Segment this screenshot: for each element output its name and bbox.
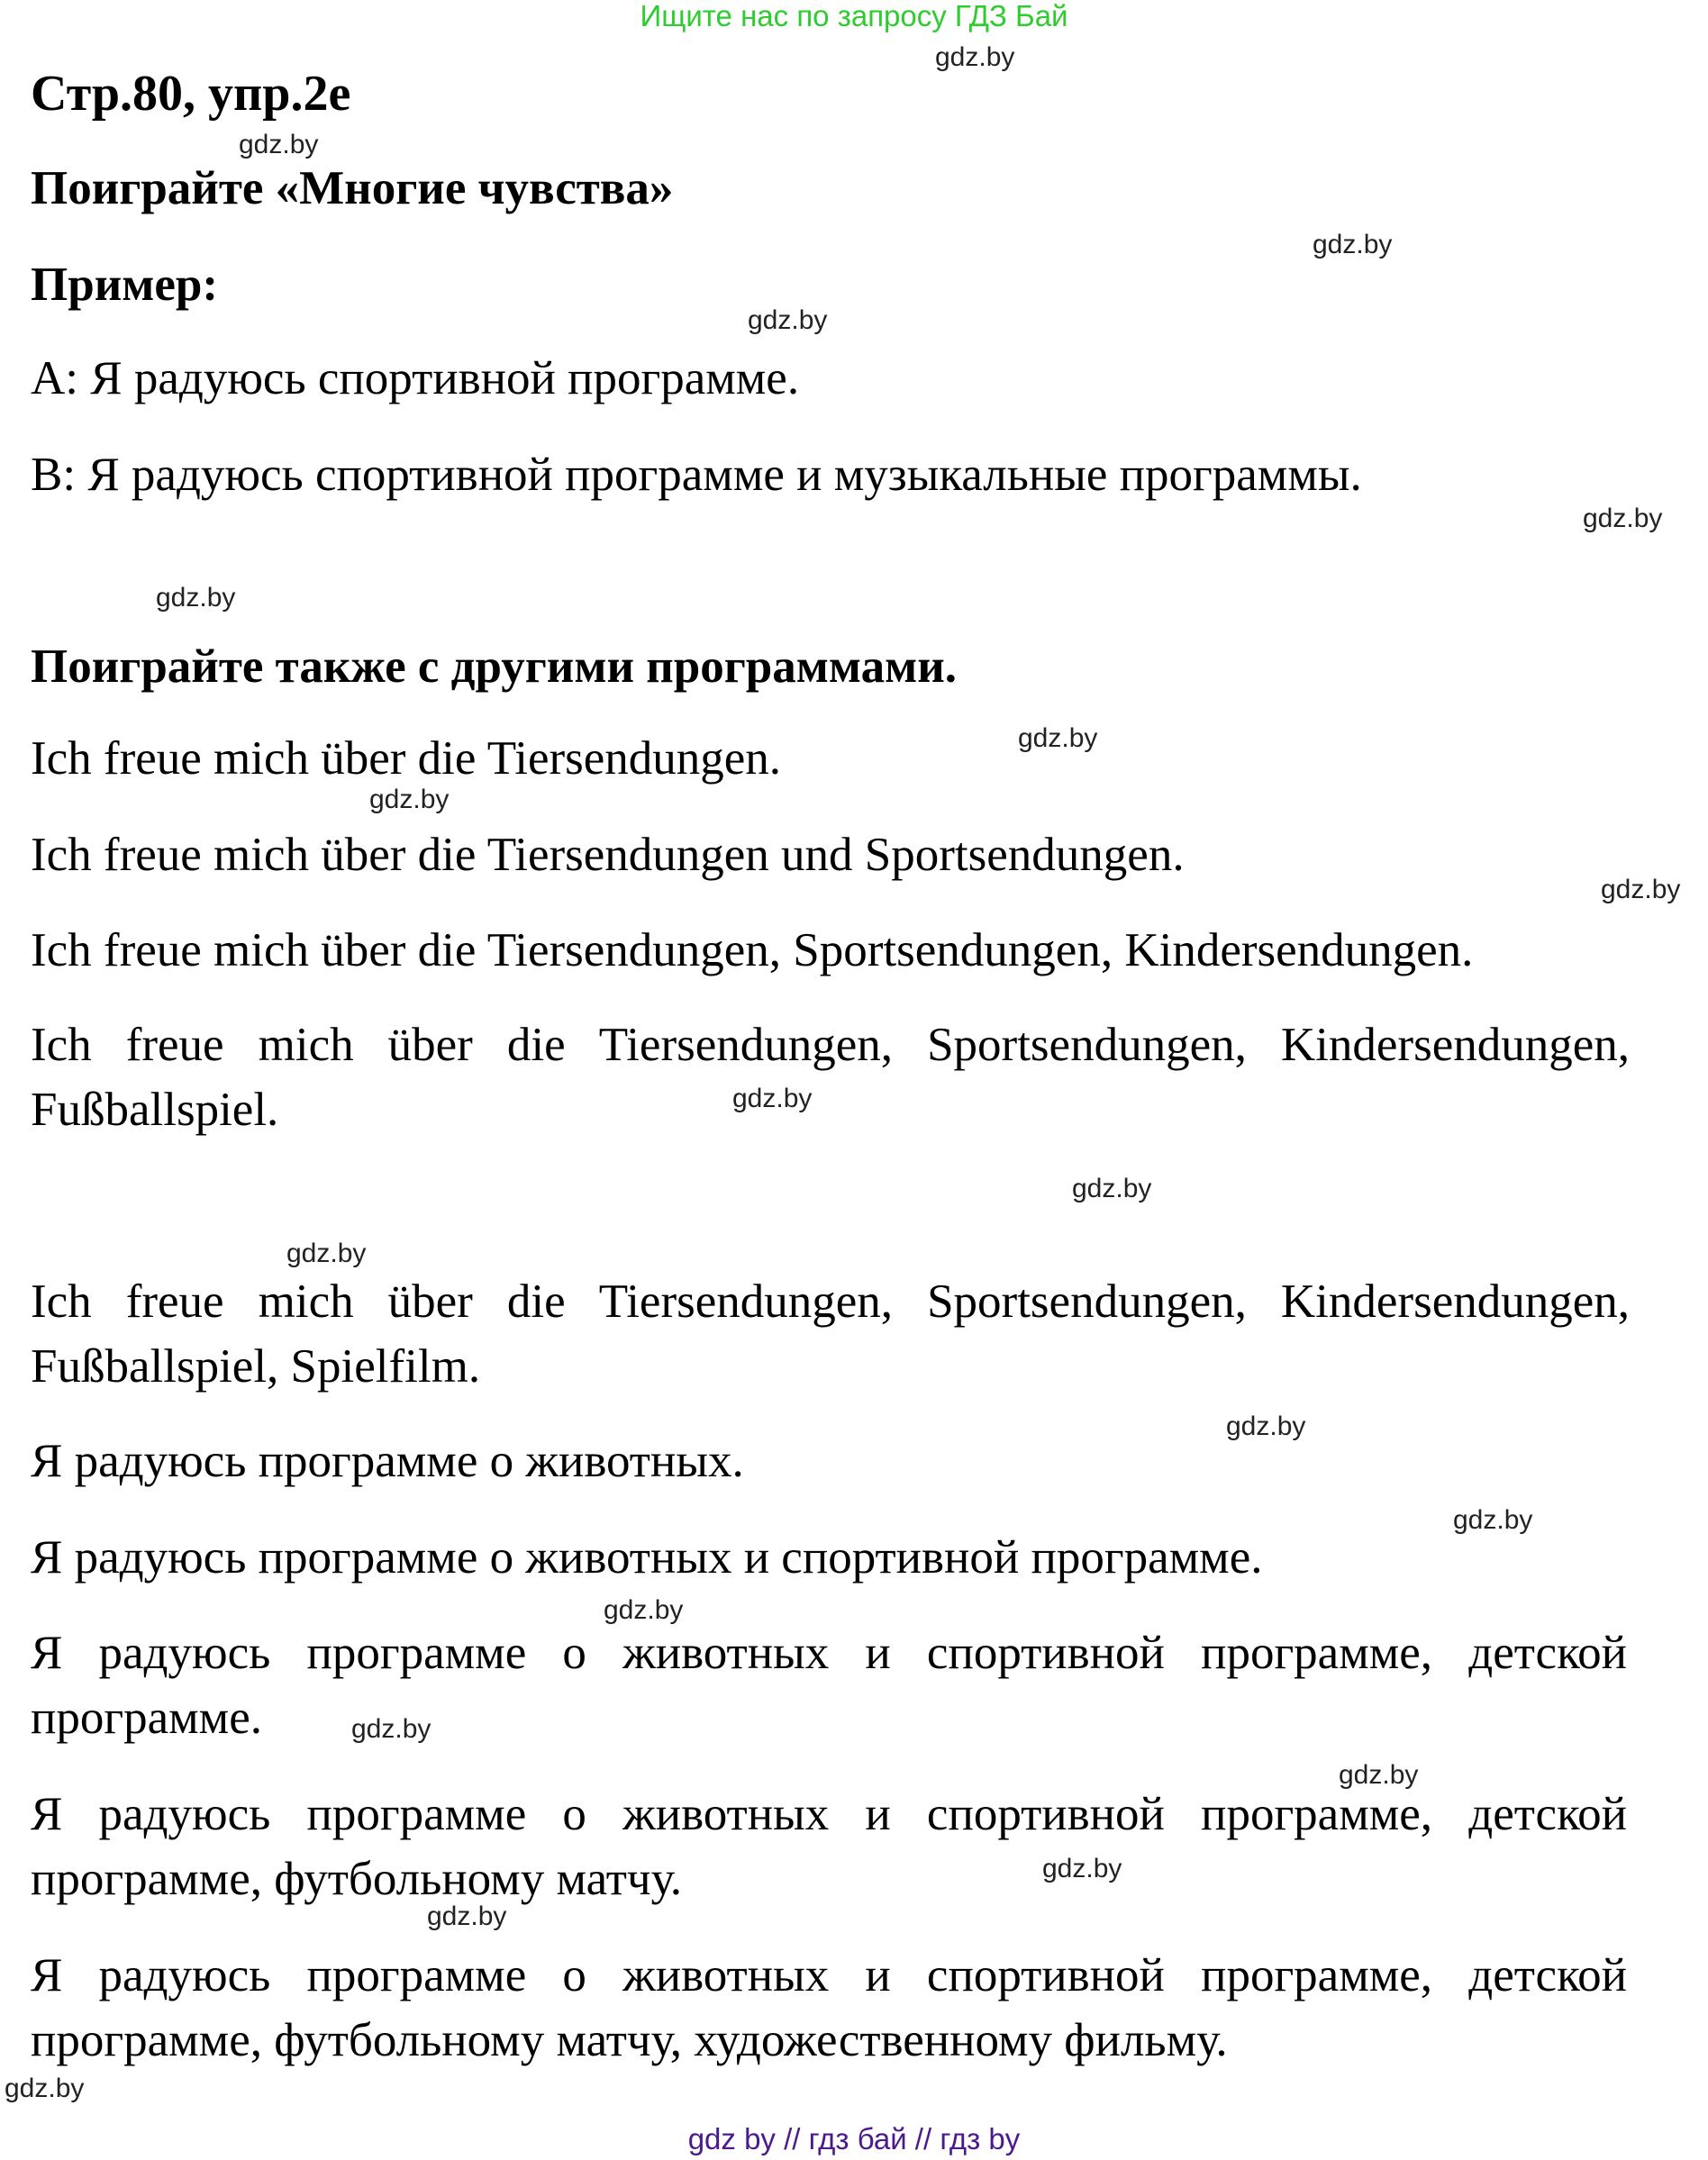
header-banner[interactable]: Ищите нас по запросу ГДЗ Бай [640, 0, 1068, 32]
russian-line-1: Я радуюсь программе о животных. [31, 1435, 744, 1487]
watermark: gdz.by [1601, 875, 1681, 904]
example-line-b: B: Я радуюсь спортивной программе и музыкальные программы. [31, 449, 1362, 501]
watermark: gdz.by [1072, 1174, 1152, 1203]
russian-line-5: Я радуюсь программе о животных и спортивной программе, детской программе, футбольному матчу, художественному фильму. [31, 1949, 1627, 2066]
watermark: gdz.by [427, 1901, 507, 1931]
example-label: Пример: [31, 259, 218, 311]
watermark: gdz.by [1453, 1505, 1533, 1535]
german-line-1: Ich freue mich über die Tiersendungen. [31, 732, 782, 785]
watermark: gdz.by [604, 1595, 684, 1625]
watermark: gdz.by [369, 785, 450, 814]
watermark: gdz.by [1583, 504, 1663, 533]
russian-line-4: Я радуюсь программе о животных и спортивной программе, детской программе, футбольному матчу. [31, 1788, 1627, 1905]
watermark: gdz.by [1313, 230, 1393, 259]
russian-line-3: Я радуюсь программе о животных и спортивной программе, детской программе. [31, 1627, 1627, 1744]
task-heading: Поиграйте «Многие чувства» [31, 162, 674, 214]
german-line-2: Ich freue mich über die Tiersendungen und Sportsendungen. [31, 829, 1185, 881]
german-line-5: Ich freue mich über die Tiersendungen, Sportsendungen, Kindersendungen, Fußballspiel, Spielfilm. [31, 1275, 1630, 1393]
german-line-3: Ich freue mich über die Tiersendungen, Sportsendungen, Kindersendungen. [31, 924, 1474, 976]
example-line-a: A: Я радуюсь спортивной программе. [31, 352, 800, 404]
german-line-4: Ich freue mich über die Tiersendungen, Sportsendungen, Kindersendungen, Fußballspiel. [31, 1019, 1630, 1136]
watermark: gdz.by [5, 2074, 85, 2103]
watermark: gdz.by [1339, 1760, 1419, 1790]
page-title: Стр.80, упр.2е [31, 66, 351, 122]
watermark: gdz.by [1018, 723, 1098, 753]
watermark: gdz.by [156, 583, 236, 613]
watermark: gdz.by [1226, 1411, 1306, 1441]
watermark: gdz.by [935, 42, 1015, 72]
watermark: gdz.by [748, 305, 828, 335]
watermark: gdz.by [286, 1239, 367, 1268]
task2-heading: Поиграйте также с другими программами. [31, 640, 958, 693]
watermark: gdz.by [732, 1084, 813, 1113]
watermark: gdz.by [351, 1714, 432, 1744]
watermark: gdz.by [239, 130, 319, 159]
watermark: gdz.by [1042, 1854, 1122, 1883]
footer-links[interactable]: gdz by // гдз бай // гдз by [687, 2122, 1021, 2155]
russian-line-2: Я радуюсь программе о животных и спортивной программе. [31, 1531, 1263, 1584]
